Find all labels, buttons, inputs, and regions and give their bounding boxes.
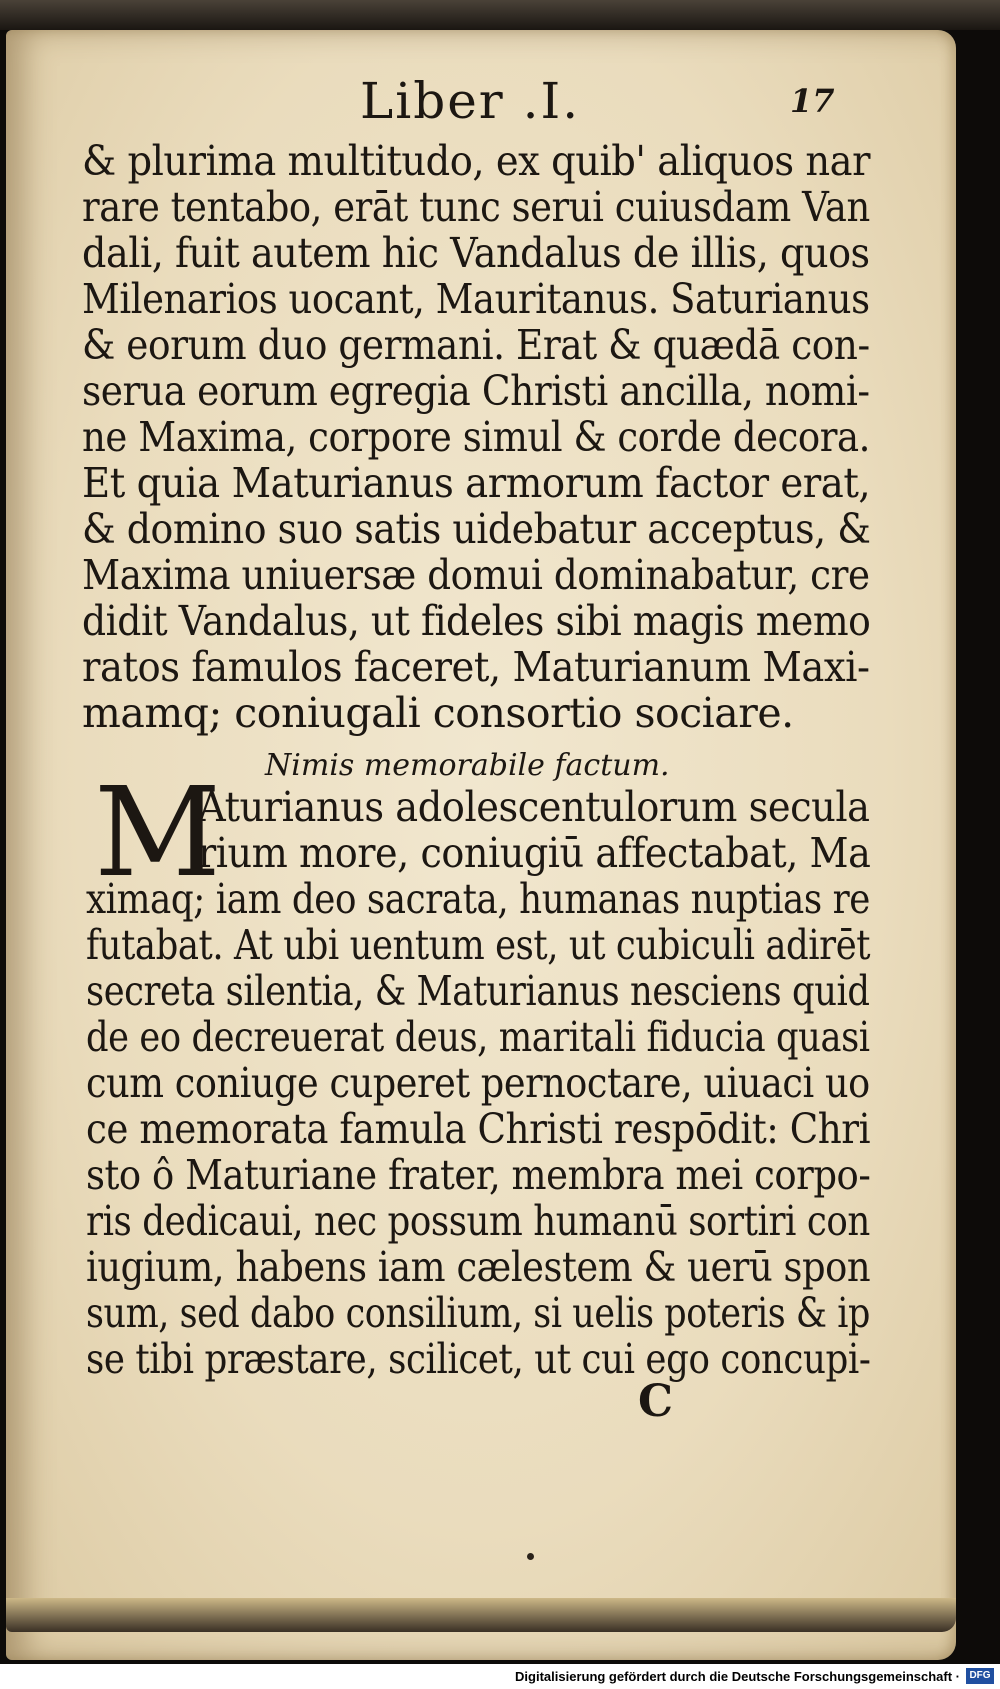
text-line: & plurima multitudo, ex quib' aliquos nar xyxy=(82,137,870,185)
text-line: ce memorata famula Christi respōdit: Chri xyxy=(86,1105,871,1153)
text-line: Milenarios uocant, Mauritanus. Saturianus xyxy=(82,275,870,323)
drop-cap: M xyxy=(94,761,221,905)
text-line: & domino suo satis uidebatur acceptus, & xyxy=(82,505,871,553)
text-line: Et quia Maturianus armorum factor erat, xyxy=(82,459,871,507)
text-line: ne Maxima, corpore simul & corde decora. xyxy=(82,413,870,461)
text-line: ximaq; iam deo sacrata, humanas nuptias re xyxy=(86,875,870,923)
text-line: mamq; coniugali consortio sociare. xyxy=(82,689,794,737)
section-subheading: Nimis memorabile factum. xyxy=(265,748,670,783)
text-line: secreta silentia, & Maturianus nesciens quid xyxy=(86,967,870,1015)
dfg-logo-icon: DFG xyxy=(966,1668,994,1684)
running-head: Liber .I. xyxy=(360,72,581,130)
text-line: ratos famulos faceret, Maturianum Maxi- xyxy=(82,643,870,691)
text-line: didit Vandalus, ut fideles sibi magis memo xyxy=(82,597,871,645)
text-line: futabat. At ubi uentum est, ut cubiculi adirēt xyxy=(86,921,871,969)
page-header xyxy=(0,72,1000,142)
signature-mark: C xyxy=(638,1376,674,1427)
text-line: Aturianus adolescentulorum secula xyxy=(198,783,870,831)
top-binding-strip xyxy=(0,0,1000,30)
text-line: rium more, coniugiū affectabat, Ma xyxy=(198,829,871,877)
ink-dot xyxy=(527,1553,534,1560)
funding-credit: Digitalisierung gefördert durch die Deutsche Forschungsgemeinschaft · xyxy=(515,1669,960,1684)
text-line: dali, fuit autem hic Vandalus de illis, quos xyxy=(82,229,870,277)
text-line: sto ô Maturiane frater, membra mei corpo- xyxy=(86,1151,871,1199)
text-line: Maxima uniuersæ domui dominabatur, cre xyxy=(82,551,870,599)
text-line: iugium, habens iam cælestem & uerū spon xyxy=(86,1243,871,1291)
digitization-footer xyxy=(0,1664,1000,1689)
text-line: rare tentabo, erāt tunc serui cuiusdam Van xyxy=(82,183,870,231)
folio-number: 17 xyxy=(790,82,835,120)
text-line: se tibi præstare, scilicet, ut cui ego concupi- xyxy=(86,1335,871,1383)
text-line: & eorum duo germani. Erat & quædā con- xyxy=(82,321,870,369)
text-line: serua eorum egregia Christi ancilla, nomi- xyxy=(82,367,870,415)
text-line: de eo decreuerat deus, maritali fiducia quasi xyxy=(86,1013,870,1061)
text-line: sum, sed dabo consilium, si uelis poteris & ip xyxy=(86,1289,870,1337)
text-line: cum coniuge cuperet pernoctare, uiuaci uo xyxy=(86,1059,870,1107)
text-line: ris dedicaui, nec possum humanū sortiri con xyxy=(86,1197,870,1245)
page-bottom-edge xyxy=(6,1598,956,1632)
